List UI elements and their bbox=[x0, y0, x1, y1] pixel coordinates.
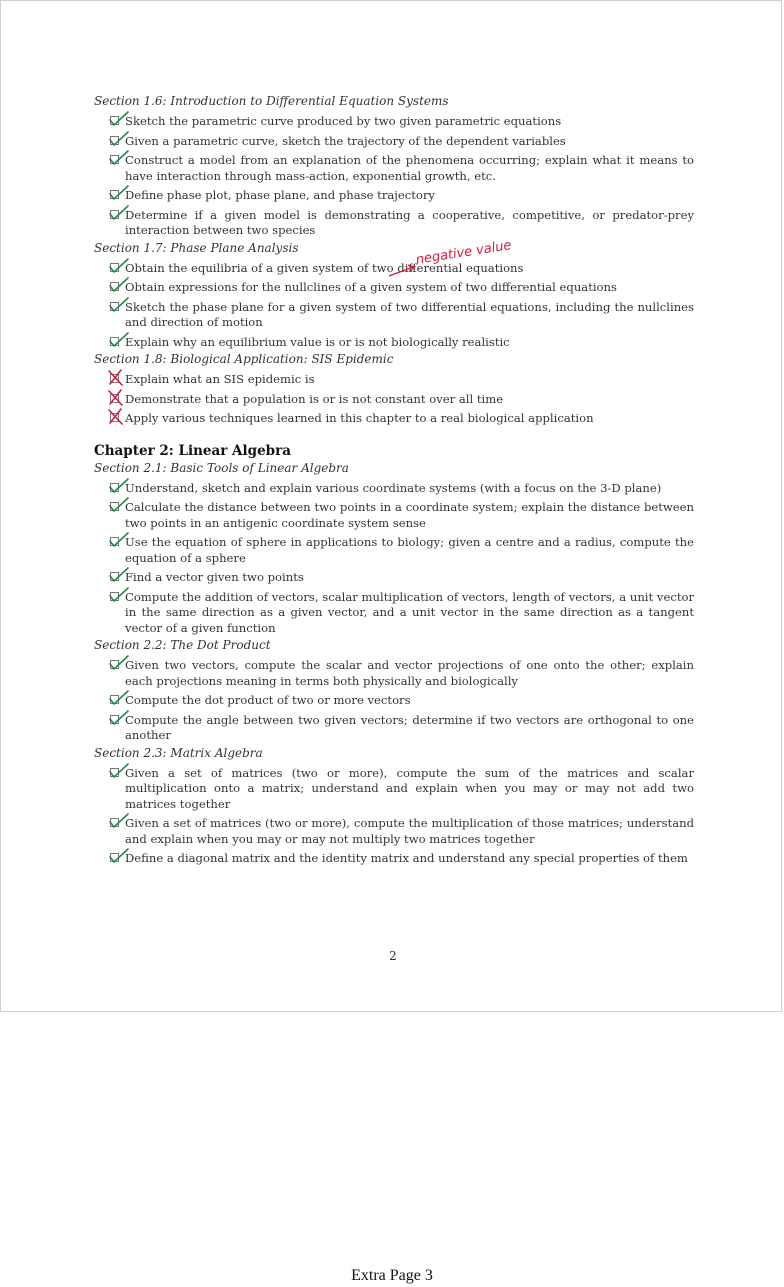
objective-item bbox=[94, 766, 694, 813]
checkmark-icon bbox=[108, 477, 130, 495]
annotation-text: negative value bbox=[414, 237, 513, 268]
checkmark-icon bbox=[108, 184, 130, 202]
objective-item bbox=[94, 372, 694, 388]
objective-text: Explain why an equilibrium value is or is not biologically realistic bbox=[125, 334, 510, 349]
checkmark-icon bbox=[108, 331, 130, 349]
chapter-heading: Chapter 2: Linear Algebra bbox=[94, 442, 291, 459]
objective-item bbox=[94, 114, 694, 130]
checkmark-icon bbox=[108, 257, 130, 275]
objective-text: Understand, sketch and explain various coordinate systems (with a focus on the 3-D plane) bbox=[125, 480, 662, 495]
checkmark-icon bbox=[108, 709, 130, 727]
objective-item bbox=[94, 335, 694, 351]
objective-text: Calculate the distance between two points in a coordinate system; explain the distance between two points in an antigenic coordinate system sense bbox=[125, 500, 694, 530]
cross-icon bbox=[108, 368, 130, 386]
cross-icon bbox=[108, 407, 130, 425]
objective-item bbox=[94, 153, 694, 184]
objective-text: Compute the angle between two given vectors; determine if two vectors are orthogonal to one another bbox=[125, 712, 694, 742]
checkmark-icon bbox=[108, 296, 130, 314]
objective-text: Sketch the phase plane for a given system of two differential equations, including the nullclines and direction of motion bbox=[125, 299, 694, 329]
objective-item bbox=[94, 535, 694, 566]
objective-item bbox=[94, 208, 694, 239]
checkmark-icon bbox=[108, 130, 130, 148]
section-heading: Section 2.1: Basic Tools of Linear Algebra bbox=[94, 460, 349, 475]
objective-text: Given a set of matrices (two or more), compute the sum of the matrices and scalar multiplication onto a matrix; understand and explain when you may or may not add two matrices together bbox=[125, 765, 694, 811]
objective-text: Demonstrate that a population is or is not constant over all time bbox=[125, 391, 504, 406]
objective-item bbox=[94, 693, 694, 709]
section-heading: Section 2.2: The Dot Product bbox=[94, 638, 271, 652]
checkmark-icon bbox=[108, 276, 130, 294]
checkmark-icon bbox=[108, 586, 130, 604]
objective-text: Define phase plot, phase plane, and phase trajectory bbox=[125, 188, 435, 202]
objective-item bbox=[94, 658, 694, 689]
checkmark-icon bbox=[108, 812, 130, 830]
section-heading: Section 1.6: Introduction to Differential Equation Systems bbox=[94, 94, 449, 108]
section-heading: Section 1.8: Biological Application: SIS Epidemic bbox=[94, 352, 394, 366]
checkmark-icon bbox=[108, 204, 130, 222]
section-heading: Section 2.3: Matrix Algebra bbox=[94, 745, 263, 760]
objective-text: Explain what an SIS epidemic is bbox=[125, 372, 315, 386]
checkmark-icon bbox=[108, 847, 130, 865]
objective-item bbox=[94, 188, 694, 204]
objective-text: Apply various techniques learned in this chapter to a real biological application bbox=[125, 411, 594, 425]
objective-text: Use the equation of sphere in applications to biology; given a centre and a radius, compute the equation of a sphere bbox=[125, 535, 694, 565]
checkmark-icon bbox=[108, 762, 130, 780]
objective-text: Sketch the parametric curve produced by two given parametric equations bbox=[125, 114, 562, 128]
objective-item bbox=[94, 411, 694, 427]
objective-item bbox=[94, 300, 694, 331]
objective-text: Given a parametric curve, sketch the trajectory of the dependent variables bbox=[125, 133, 566, 148]
checkmark-icon bbox=[108, 110, 130, 128]
objective-text: Given two vectors, compute the scalar and vector projections of one onto the other; explain each projections meaning in terms both physically and biologically bbox=[125, 658, 694, 688]
checkmark-icon bbox=[108, 689, 130, 707]
objective-text: Given a set of matrices (two or more), compute the multiplication of those matrices; understand and explain when you may or may not multiply two matrices together bbox=[125, 816, 694, 846]
objective-item bbox=[94, 590, 694, 637]
objective-item bbox=[94, 570, 694, 586]
objective-item bbox=[94, 392, 694, 408]
checkmark-icon bbox=[108, 566, 130, 584]
objective-item bbox=[94, 481, 694, 497]
objective-text: Compute the dot product of two or more vectors bbox=[125, 693, 411, 707]
checkmark-icon bbox=[108, 496, 130, 514]
objective-item bbox=[94, 500, 694, 531]
objective-text: Construct a model from an explanation of the phenomena occurring; explain what it means to have interaction through mass-action, exponential growth, etc. bbox=[125, 153, 694, 183]
objective-text: Define a diagonal matrix and the identity matrix and understand any special properties of them bbox=[125, 851, 688, 865]
section-heading: Section 1.7: Phase Plane Analysis bbox=[94, 240, 299, 255]
checkmark-icon bbox=[108, 654, 130, 672]
objective-text: Determine if a given model is demonstrating a cooperative, competitive, or predator-prey interaction between two species bbox=[125, 207, 694, 237]
objective-item bbox=[94, 816, 694, 847]
objective-item bbox=[94, 713, 694, 744]
objective-text: Compute the addition of vectors, scalar multiplication of vectors, length of vectors, a unit vector in the same direction as a given vector, and a unit vector in the same direction as a tangent vector of a given function bbox=[125, 589, 694, 635]
checkmark-icon bbox=[108, 531, 130, 549]
extra-page-label: Extra Page 3 bbox=[351, 1267, 433, 1284]
objective-text: Find a vector given two points bbox=[125, 570, 304, 584]
objective-text: Obtain the equilibria of a given system of two differential equations bbox=[125, 260, 524, 275]
objective-item bbox=[94, 280, 694, 296]
objective-text: Obtain expressions for the nullclines of a given system of two differential equations bbox=[125, 280, 617, 294]
page-number: 2 bbox=[389, 949, 397, 963]
objective-item bbox=[94, 134, 694, 150]
cross-icon bbox=[108, 388, 130, 406]
checkmark-icon bbox=[108, 149, 130, 167]
objective-item bbox=[94, 851, 694, 867]
learning-objectives-list bbox=[94, 93, 694, 870]
